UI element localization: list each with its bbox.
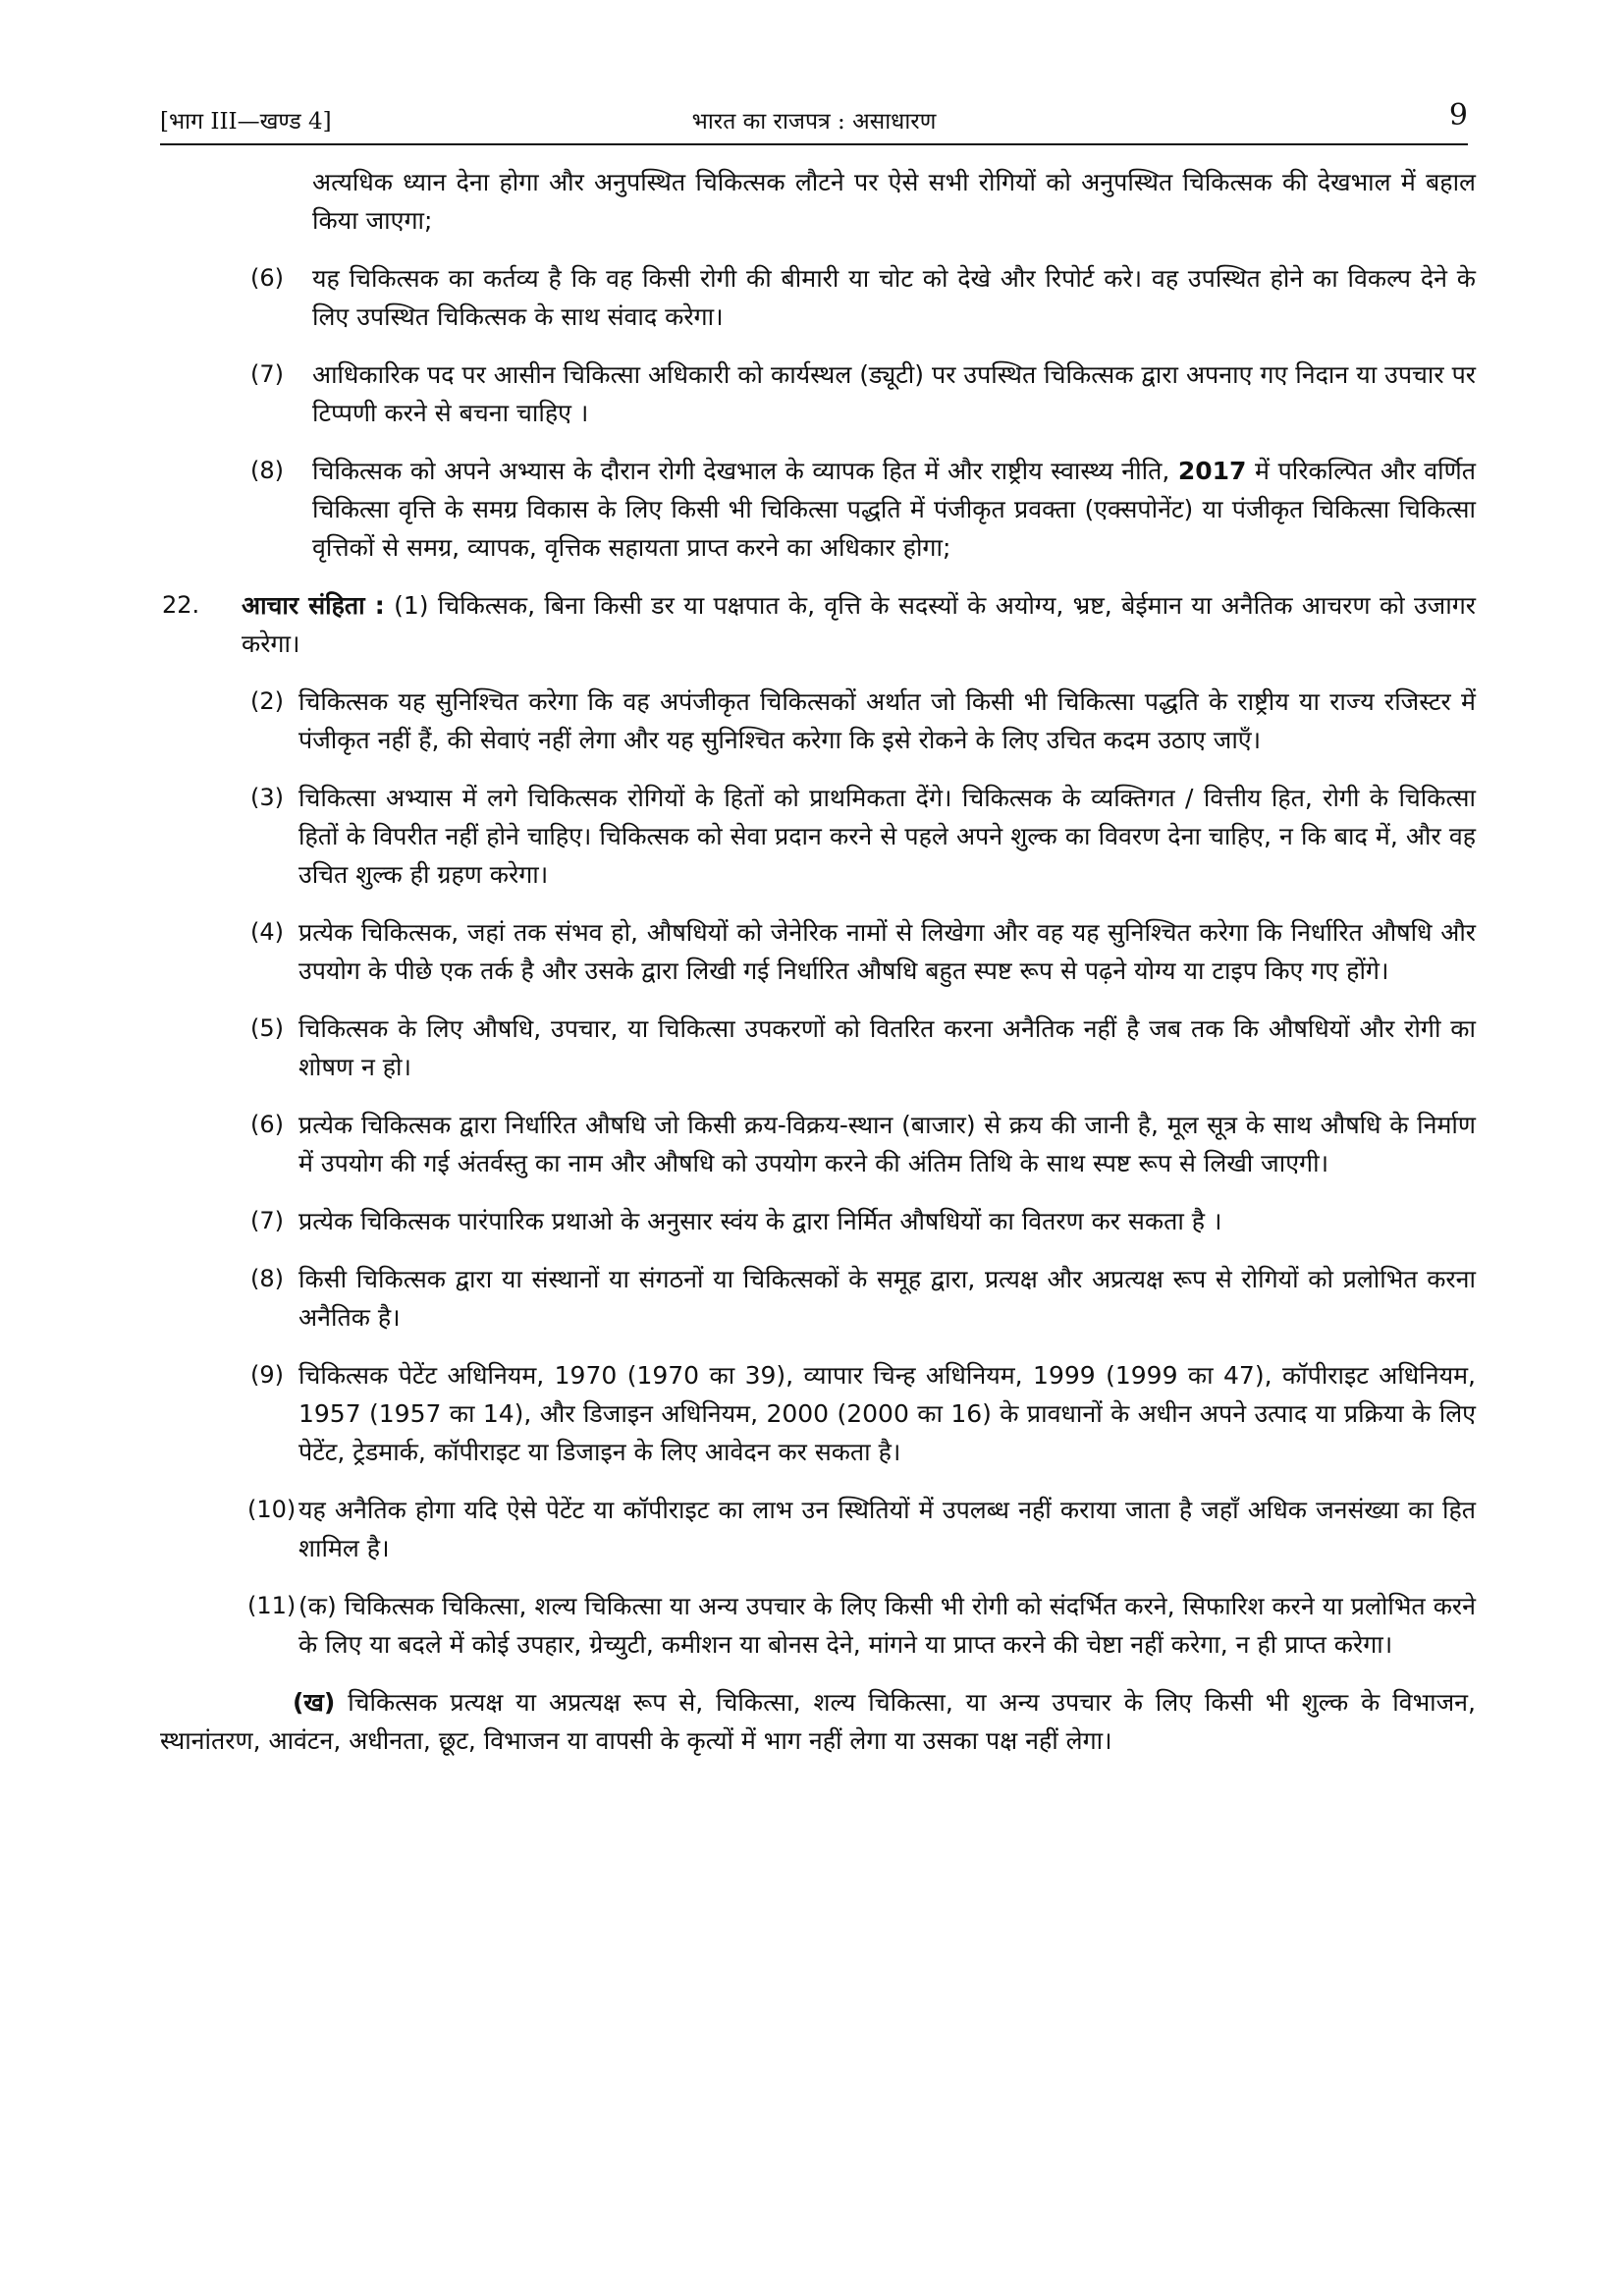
clause-text [160, 1683, 1476, 1760]
clause-number: (6) [250, 264, 284, 292]
section-number: 22. [162, 591, 200, 619]
section-heading: आचार संहिता : [242, 591, 385, 620]
clause-number: (6) [250, 1111, 284, 1138]
clause-22-11 [160, 1587, 1476, 1664]
clause-22-4 [160, 913, 1476, 990]
clause-22-7 [160, 1202, 1476, 1240]
policy-year: 2017 [1177, 457, 1247, 485]
clause-22-9 [160, 1356, 1476, 1471]
clause-number: (8) [250, 457, 284, 484]
clause-text [312, 452, 1476, 567]
clause-text: चिकित्सक के लिए औषधि, उपचार, या चिकित्सा उपकरणों को वितरित करना अनैतिक नहीं है जब तक कि औषधियों और रोगी का शोषण न हो। [298, 1014, 1476, 1081]
clause-22-10 [160, 1491, 1476, 1567]
section-22-intro [242, 586, 1476, 663]
continuation-paragraph: अत्यधिक ध्यान देना होगा और अनुपस्थित चिकित्सक लौटने पर ऐसे सभी रोगियों को अनुपस्थित चिकित्सक की देखभाल में बहाल किया जाएगा; [312, 168, 1476, 235]
clause-text: चिकित्सा अभ्यास में लगे चिकित्सक रोगियों के हितों को प्राथमिकता देंगे। चिकित्सक के व्यक्तिगत / वित्तीय हित, रोगी के चिकित्सा हितों के विपरीत नहीं होने चाहिए। चिकित्सक को सेवा प्रदान करने से पहले अपने शुल्क का विवरण देना चाहिए, न कि बाद में, और वह उचित शुल्क ही ग्रहण करेगा। [298, 784, 1476, 889]
clause-number: (8) [250, 1265, 284, 1292]
clause-21-8 [160, 452, 1476, 567]
clause-text: यह अनैतिक होगा यदि ऐसे पेटेंट या कॉपीराइट का लाभ उन स्थितियों में उपलब्ध नहीं कराया जाता है जहाँ अधिक जनसंख्या का हित शामिल है। [298, 1496, 1476, 1562]
clause-text-part: में परिकल्पित और वर्णित चिकित्सा वृत्ति के समग्र विकास के लिए किसी भी चिकित्सा पद्धति में पंजीकृत प्रवक्ता (एक्सपोनेंट) या पंजीकृत चिकित्सा चिकित्सा वृत्तिकों से समग्र, व्यापक, वृत्तिक सहायता प्राप्त करने का अधिकार होगा; [312, 457, 1476, 562]
sub-clause-text: चिकित्सक प्रत्यक्ष या अप्रत्यक्ष रूप से, चिकित्सा, शल्य चिकित्सा, या अन्य उपचार के लिए किसी भी शुल्क के विभाजन, स्थानांतरण, आवंटन, अधीनता, छूट, विभाजन या वापसी के कृत्यों में भाग नहीं लेगा या उसका पक्ष नहीं लेगा। [160, 1688, 1476, 1755]
clause-22-8 [160, 1260, 1476, 1337]
clause-number: (11) [247, 1592, 297, 1619]
sub-clause-label: (ख) [293, 1688, 336, 1717]
page-body [160, 163, 1476, 1760]
clause-number: (7) [250, 1207, 284, 1234]
clause-number: (2) [250, 687, 284, 715]
clause-text: प्रत्येक चिकित्सक, जहां तक संभव हो, औषधियों को जेनेरिक नामों से लिखेगा और वह यह सुनिश्चित करेगा कि निर्धारित औषधि और उपयोग के पीछे एक तर्क है और उसके द्वारा लिखी गई निर्धारित औषधि बहुत स्पष्ट रूप से पढ़ने योग्य या टाइप किए गए होंगे। [298, 918, 1476, 985]
clause-22-5 [160, 1010, 1476, 1086]
clause-text: यह चिकित्सक का कर्तव्य है कि वह किसी रोगी की बीमारी या चोट को देखे और रिपोर्ट करे। वह उपस्थित होने का विकल्प देने के लिए उपस्थित चिकित्सक के साथ संवाद करेगा। [312, 264, 1476, 331]
clause-text: प्रत्येक चिकित्सक द्वारा निर्धारित औषधि जो किसी क्रय-विक्रय-स्थान (बाजार) से क्रय की जानी है, मूल सूत्र के साथ औषधि के निर्माण में उपयोग की गई अंतर्वस्तु का नाम और औषधि को उपयोग करने की अंतिम तिथि के साथ स्पष्ट रूप से लिखी जाएगी। [298, 1111, 1476, 1177]
clause-22-2 [160, 683, 1476, 759]
clause-22-3 [160, 779, 1476, 894]
clause-number: (10) [247, 1496, 297, 1523]
clause-21-6 [160, 259, 1476, 336]
section-22 [160, 586, 1476, 663]
clause-number: (7) [250, 360, 284, 388]
clause-number: (4) [250, 918, 284, 946]
clause-text: चिकित्सक यह सुनिश्चित करेगा कि वह अपंजीकृत चिकित्सकों अर्थात जो किसी भी चिकित्सा पद्धति के राष्ट्रीय या राज्य रजिस्टर में पंजीकृत नहीं हैं, की सेवाएं नहीं लेगा और यह सुनिश्चित करेगा कि इसे रोकने के लिए उचित कदम उठाए जाएँ। [298, 687, 1476, 754]
clause-text: प्रत्येक चिकित्सक पारंपारिक प्रथाओ के अनुसार स्वंय के द्वारा निर्मित औषधियों का वितरण कर सकता है । [298, 1207, 1222, 1235]
clause-22-11-kha [160, 1683, 1476, 1760]
page-header [160, 98, 1468, 145]
clause-21-7 [160, 355, 1476, 432]
clause-text: किसी चिकित्सक द्वारा या संस्थानों या संगठनों या चिकित्सकों के समूह द्वारा, प्रत्यक्ष और अप्रत्यक्ष रूप से रोगियों को प्रलोभित करना अनैतिक है। [298, 1265, 1476, 1332]
page-number: 9 [1448, 98, 1468, 133]
clause-text: (क) चिकित्सक चिकित्सा, शल्य चिकित्सा या अन्य उपचार के लिए किसी भी रोगी को संदर्भित करने, सिफारिश करने या प्रलोभित करने के लिए या बदले में कोई उपहार, ग्रेच्युटी, कमीशन या बोनस देने, मांगने या प्राप्त करने की चेष्टा नहीं करेगा, न ही प्राप्त करेगा। [298, 1592, 1476, 1659]
header-title: भारत का राजपत्र : असाधारण [691, 109, 937, 135]
clause-number: (9) [250, 1361, 284, 1389]
clause-number: (5) [250, 1014, 284, 1042]
section-intro-text: (1) चिकित्सक, बिना किसी डर या पक्षपात के, वृत्ति के सदस्यों के अयोग्य, भ्रष्ट, बेईमान या अनैतिक आचरण को उजागर करेगा। [242, 591, 1476, 658]
clause-22-6 [160, 1106, 1476, 1182]
header-part-label: [भाग III—खण्ड 4] [160, 109, 332, 135]
clause-text: चिकित्सक पेटेंट अधिनियम, 1970 (1970 का 39), व्यापार चिन्ह अधिनियम, 1999 (1999 का 47), कॉपीराइट अधिनियम, 1957 (1957 का 14), और डिजाइन अधिनियम, 2000 (2000 का 16) के प्रावधानों के अधीन अपने उत्पाद या प्रक्रिया के लिए पेटेंट, ट्रेडमार्क, कॉपीराइट या डिजाइन के लिए आवेदन कर सकता है। [298, 1361, 1476, 1466]
clause-text-part: चिकित्सक को अपने अभ्यास के दौरान रोगी देखभाल के व्यापक हित में और राष्ट्रीय स्वास्थ्य नीति, [312, 457, 1178, 485]
clause-number: (3) [250, 784, 284, 811]
clause-text: आधिकारिक पद पर आसीन चिकित्सा अधिकारी को कार्यस्थल (ड्यूटी) पर उपस्थित चिकित्सक द्वारा अपनाए गए निदान या उपचार पर टिप्पणी करने से बचना चाहिए । [312, 360, 1476, 427]
